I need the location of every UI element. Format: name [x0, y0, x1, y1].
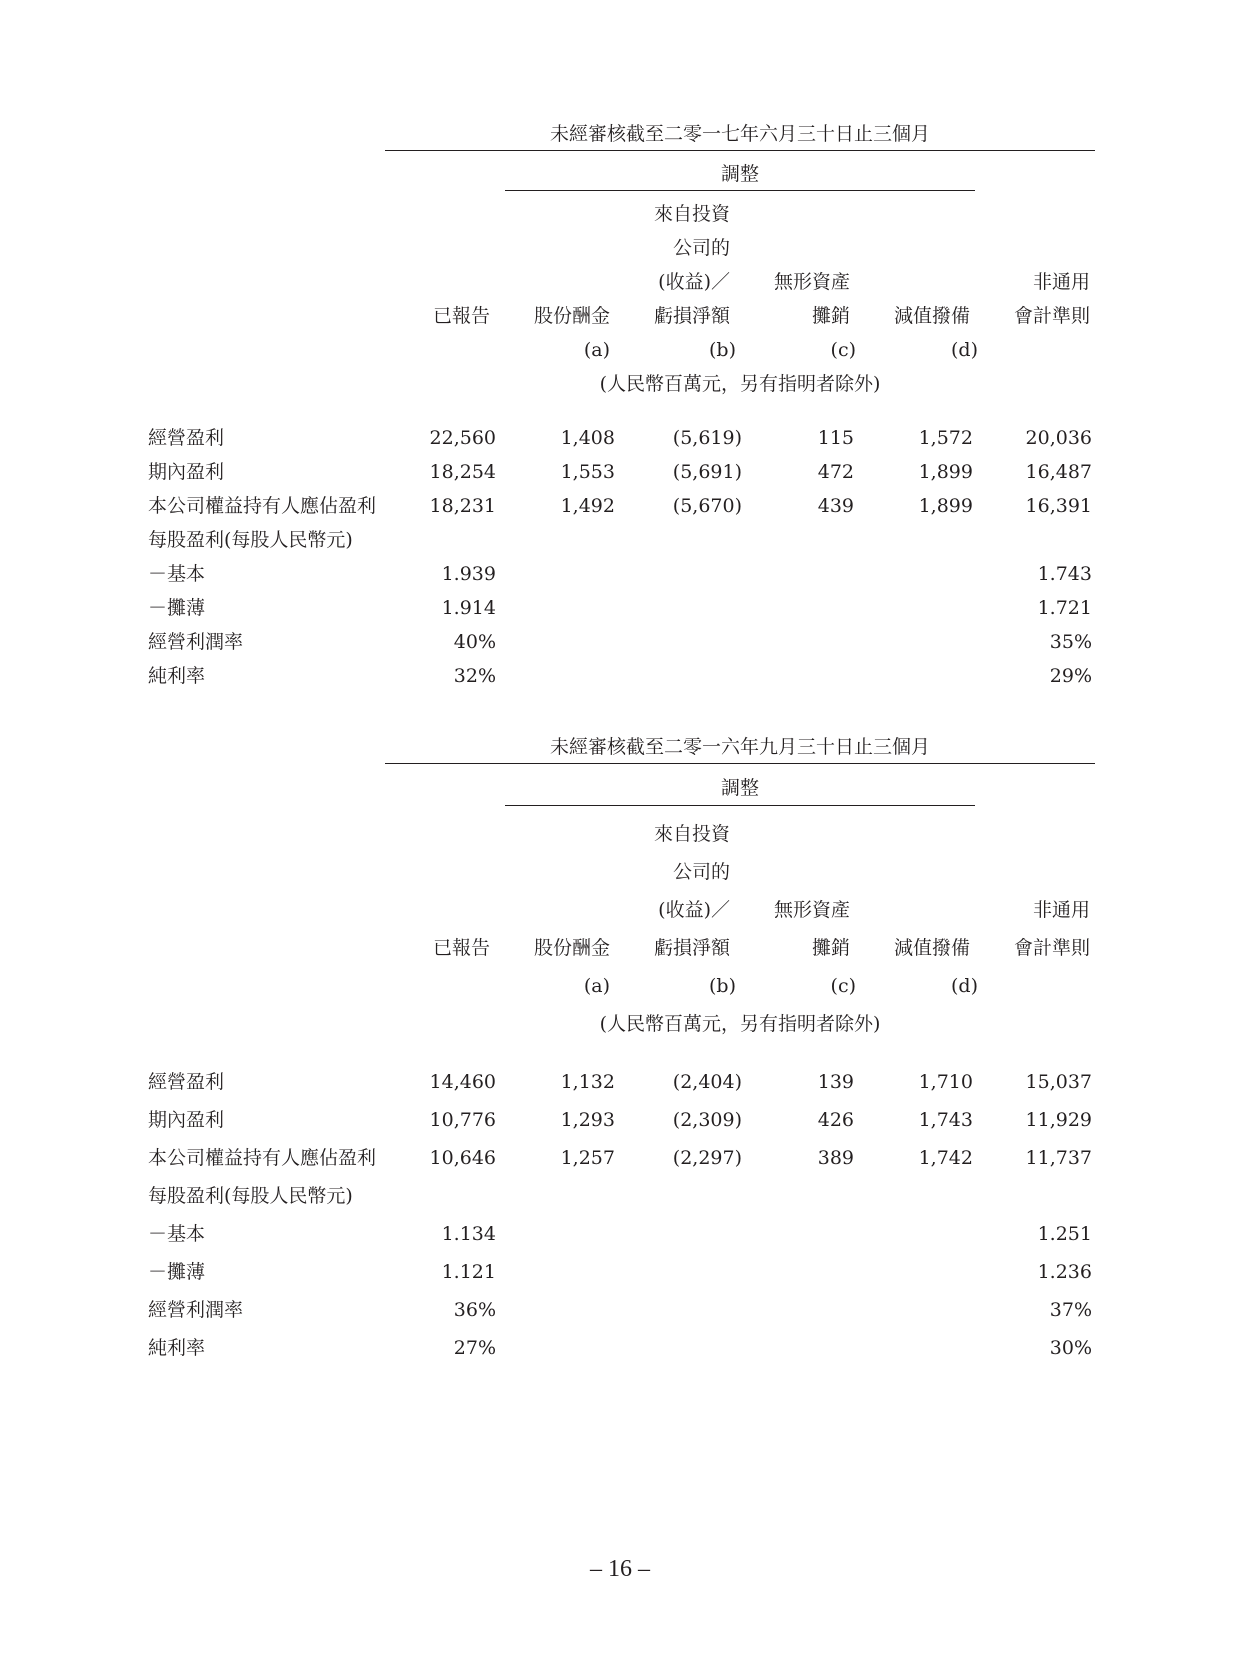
cell: 11,929 — [1025, 1109, 1092, 1131]
row-label: 每股盈利(每股人民幣元) — [148, 529, 353, 551]
note-c: (c) — [830, 339, 856, 361]
adjustments-rule — [505, 190, 975, 191]
header-amort-line1: 無形資產 — [773, 899, 850, 921]
cell: (5,670) — [672, 495, 742, 517]
note-d: (d) — [951, 975, 978, 997]
cell: 10,776 — [429, 1109, 496, 1131]
row-label: 純利率 — [148, 665, 206, 687]
cell: (2,309) — [672, 1109, 742, 1131]
row-label: 本公司權益持有人應佔盈利 — [148, 1147, 377, 1169]
cell: 1.121 — [441, 1261, 496, 1283]
cell: 15,037 — [1025, 1071, 1092, 1093]
cell: 1.251 — [1037, 1223, 1092, 1245]
adjustments-label: 調整 — [720, 163, 759, 185]
header-invest-line1: 來自投資 — [653, 823, 730, 845]
title-rule — [385, 150, 1095, 151]
header-invest-line1: 來自投資 — [653, 203, 730, 225]
row-label: 經營利潤率 — [148, 631, 244, 653]
header-reported: 已報告 — [432, 937, 490, 959]
cell: (2,404) — [672, 1071, 742, 1093]
section-title: 未經審核截至二零一六年九月三十日止三個月 — [549, 736, 930, 758]
header-invest-line3: (收益)／ — [658, 271, 730, 293]
header-invest-line4: 虧損淨額 — [653, 305, 730, 327]
note-d: (d) — [951, 339, 978, 361]
cell: 1,553 — [560, 461, 615, 483]
header-reported: 已報告 — [432, 305, 490, 327]
cell: 1,742 — [918, 1147, 973, 1169]
note-b: (b) — [709, 975, 736, 997]
cell: 1.134 — [441, 1223, 496, 1245]
header-share-comp: 股份酬金 — [533, 305, 610, 327]
cell: 16,391 — [1025, 495, 1092, 517]
cell: 1,710 — [918, 1071, 973, 1093]
cell: 35% — [1049, 631, 1092, 653]
row-label: －攤薄 — [148, 1261, 206, 1283]
row-label: 經營盈利 — [148, 427, 225, 449]
cell: 1,257 — [560, 1147, 615, 1169]
unit-note: (人民幣百萬元，另有指明者除外) — [599, 373, 881, 395]
cell: (2,297) — [672, 1147, 742, 1169]
header-invest-line2: 公司的 — [672, 861, 730, 883]
cell: 389 — [817, 1147, 854, 1169]
cell: 1.939 — [441, 563, 496, 585]
cell: 14,460 — [429, 1071, 496, 1093]
cell: 439 — [817, 495, 854, 517]
header-nongaap-line1: 非通用 — [1032, 271, 1090, 293]
cell: 29% — [1049, 665, 1092, 687]
adjustments-label: 調整 — [720, 777, 759, 799]
cell: 10,646 — [429, 1147, 496, 1169]
cell: 37% — [1049, 1299, 1092, 1321]
cell: 32% — [453, 665, 496, 687]
unit-note: (人民幣百萬元，另有指明者除外) — [599, 1013, 881, 1035]
header-nongaap-line2: 會計準則 — [1013, 937, 1090, 959]
cell: 11,737 — [1025, 1147, 1092, 1169]
cell: 1,899 — [918, 495, 973, 517]
row-label: －基本 — [148, 563, 206, 585]
cell: 1,408 — [560, 427, 615, 449]
header-nongaap-line1: 非通用 — [1032, 899, 1090, 921]
cell: 20,036 — [1025, 427, 1092, 449]
cell: 30% — [1049, 1337, 1092, 1359]
cell: 1,899 — [918, 461, 973, 483]
row-label: 純利率 — [148, 1337, 206, 1359]
cell: 16,487 — [1025, 461, 1092, 483]
header-impair: 減值撥備 — [893, 305, 970, 327]
note-a: (a) — [583, 975, 610, 997]
row-label: 期內盈利 — [148, 461, 225, 483]
cell: 115 — [817, 427, 854, 449]
row-label: 每股盈利(每股人民幣元) — [148, 1185, 353, 1207]
cell: 22,560 — [429, 427, 496, 449]
header-invest-line4: 虧損淨額 — [653, 937, 730, 959]
header-amort-line2: 攤銷 — [811, 305, 850, 327]
header-impair: 減值撥備 — [893, 937, 970, 959]
cell: 1.914 — [441, 597, 496, 619]
header-nongaap-line2: 會計準則 — [1013, 305, 1090, 327]
cell: (5,619) — [672, 427, 742, 449]
row-label: 經營盈利 — [148, 1071, 225, 1093]
row-label: 經營利潤率 — [148, 1299, 244, 1321]
cell: 1.743 — [1037, 563, 1092, 585]
adjustments-rule — [505, 805, 975, 806]
cell: 1,572 — [918, 427, 973, 449]
title-rule — [385, 763, 1095, 764]
section-title: 未經審核截至二零一七年六月三十日止三個月 — [549, 123, 930, 145]
cell: 1.721 — [1037, 597, 1092, 619]
row-label: －攤薄 — [148, 597, 206, 619]
cell: 40% — [453, 631, 496, 653]
note-b: (b) — [709, 339, 736, 361]
header-amort-line2: 攤銷 — [811, 937, 850, 959]
header-share-comp: 股份酬金 — [533, 937, 610, 959]
header-amort-line1: 無形資產 — [773, 271, 850, 293]
cell: 1,132 — [560, 1071, 615, 1093]
cell: (5,691) — [672, 461, 742, 483]
cell: 36% — [453, 1299, 496, 1321]
cell: 139 — [817, 1071, 854, 1093]
cell: 18,231 — [429, 495, 496, 517]
row-label: 期內盈利 — [148, 1109, 225, 1131]
cell: 472 — [817, 461, 854, 483]
note-a: (a) — [583, 339, 610, 361]
cell: 426 — [817, 1109, 854, 1131]
cell: 1,293 — [560, 1109, 615, 1131]
row-label: －基本 — [148, 1223, 206, 1245]
row-label: 本公司權益持有人應佔盈利 — [148, 495, 377, 517]
note-c: (c) — [830, 975, 856, 997]
cell: 1,743 — [918, 1109, 973, 1131]
cell: 1.236 — [1037, 1261, 1092, 1283]
cell: 27% — [453, 1337, 496, 1359]
cell: 18,254 — [429, 461, 496, 483]
cell: 1,492 — [560, 495, 615, 517]
page-number: – 16 – — [590, 1556, 650, 1582]
header-invest-line3: (收益)／ — [658, 899, 730, 921]
header-invest-line2: 公司的 — [672, 237, 730, 259]
